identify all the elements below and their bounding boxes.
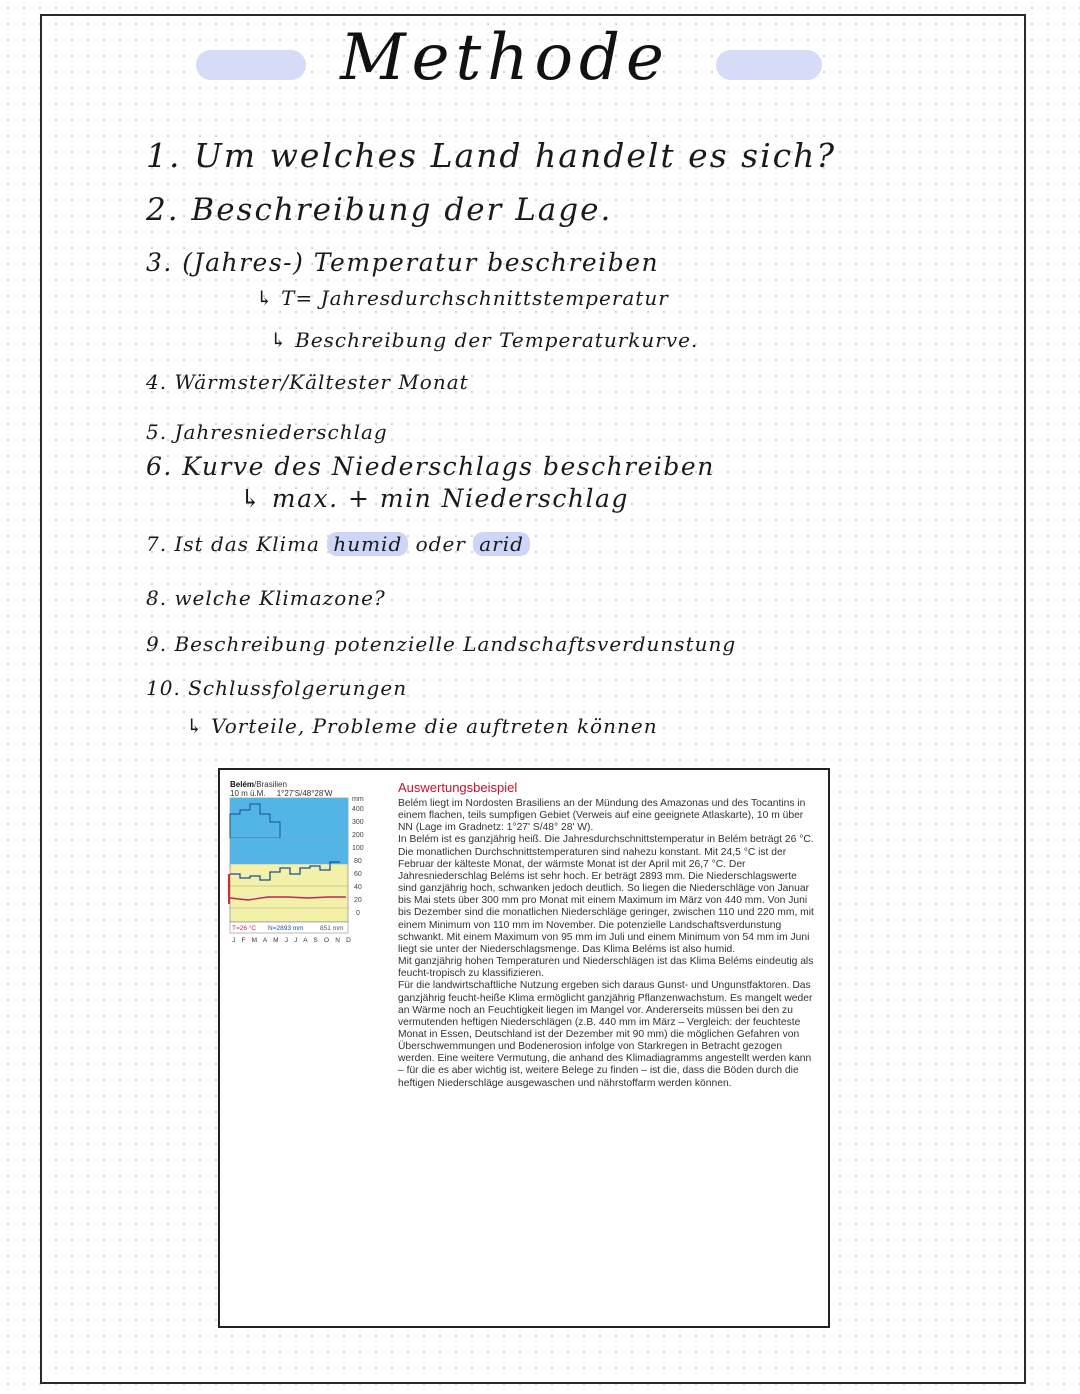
station-altitude: 10 m ü.M. bbox=[230, 789, 266, 798]
mm-tick: 20 bbox=[354, 897, 362, 904]
mm-tick: 0 bbox=[356, 910, 360, 917]
step-7 bbox=[146, 532, 530, 556]
summary-evaporation: 851 mm bbox=[320, 925, 344, 932]
mm-tick: 40 bbox=[354, 884, 362, 891]
evaluation-example bbox=[398, 780, 818, 1090]
step-9: 9. Beschreibung potenzielle Landschaftsverdunstung bbox=[146, 632, 737, 656]
step-5: 5. Jahresniederschlag bbox=[146, 420, 388, 444]
step-3-sub-2: ↳ Beschreibung der Temperaturkurve. bbox=[270, 328, 699, 352]
article-paragraph: Für die landwirtschaftliche Nutzung ergeben sich daraus Gunst- und Ungunstfaktoren. Das ganzjährig feucht-heiße Klima ermöglicht ganzjährig Pflanzenwachstum. Es mangelt weder an Wärme noch an Feuchtigkeit liegen im Mangel vor. Andererseits müssen bei den zu vermutenden heftigen Niederschlägen (z.B. 440 mm im März – Vergleich: der feuchteste Monat in Essen, Deutschland ist der Dezember mit 90 mm) die möglichen Gefahren von Überschwemmungen und Bodenerosion infolge von Starkregen in Betracht gezogen werden. Eine weitere Vermutung, die anhand des Klimadiagramms angestellt werden kann – für die es aber wichtig ist, weitere Belege zu finden – ist die, dass die Böden durch die heftigen Niederschläge ausgewaschen und nährstoffarm werden können. bbox=[398, 980, 813, 1089]
step-8: 8. welche Klimazone? bbox=[146, 586, 386, 610]
article-paragraph: Mit ganzjährig hohen Temperaturen und Niederschlägen ist das Klima Beléms eindeutig als feucht-tropisch zu klassifizieren. bbox=[398, 956, 814, 980]
month-labels: J F M A M J J A S O N D bbox=[232, 937, 354, 944]
mm-unit: mm bbox=[352, 796, 364, 803]
mm-tick: 100 bbox=[352, 845, 364, 852]
summary-precipitation: N=2893 mm bbox=[268, 925, 304, 932]
summary-temperature: T=26 °C bbox=[232, 925, 257, 932]
humid-highlight: humid bbox=[327, 532, 408, 556]
climate-diagram bbox=[228, 796, 398, 966]
step-7-oder: oder bbox=[415, 532, 466, 556]
step-10: 10. Schlussfolgerungen bbox=[146, 676, 408, 700]
left-axis-marker bbox=[228, 874, 230, 904]
step-6: 6. Kurve des Niederschlags beschreiben bbox=[146, 452, 715, 481]
step-1: 1. Um welches Land handelt es sich? bbox=[146, 136, 837, 175]
step-6-sub: ↳ max. + min Niederschlag bbox=[240, 484, 629, 513]
mm-tick: 400 bbox=[352, 806, 364, 813]
article-paragraph: In Belém ist es ganzjährig heiß. Die Jahresdurchschnittstemperatur in Belém beträgt 26 °C. Die monatlichen Durchschnittstemperaturen sind nahezu konstant. Mit 24,5 °C ist der Februar der kälteste Monat, der wärmste Monat ist der April mit 26,7 °C. Der Jahresniederschlag Beléms ist sehr hoch. Er beträgt 2893 mm. Die Niederschlagswerte sind ganzjährig hoch, schwanken jedoch deutlich. So liegen die Niederschläge von Januar bis Mai stets über 300 mm pro Monat mit einem Maximum im März von 440 mm. Von Juni bis Dezember sind die monatlichen Niederschläge geringer, zwischen 110 und 220 mm, mit einem Minimum von 110 mm im November. Die potenzielle Landschaftsverdunstung schwankt. Mit einem Maximum von 95 mm im Juli und einem Minimum von 54 mm im Juni liegt sie unter der Niederschlagsmenge. Das Klima Beléms ist also humid. bbox=[398, 834, 814, 955]
step-4: 4. Wärmster/Kältester Monat bbox=[146, 370, 469, 394]
page-title: Methode bbox=[340, 21, 670, 95]
step-10-sub: ↳ Vorteile, Probleme die auftreten können bbox=[186, 714, 658, 738]
humid-lower-band bbox=[230, 838, 348, 864]
arid-highlight: arid bbox=[473, 532, 530, 556]
article-paragraph: Belém liegt im Nordosten Brasiliens an der Mündung des Amazonas und des Tocantins in einem flachen, teils sumpfigen Gebiet (Verweis auf eine geeignete Atlaskarte), 10 m über NN (Lage im Gradnetz: 1°27' S/48° 28' W). bbox=[398, 798, 806, 834]
station-country: /Brasilien bbox=[254, 780, 287, 789]
station-coords: 1°27'S/48°28'W bbox=[276, 789, 333, 798]
mm-tick: 80 bbox=[354, 858, 362, 865]
step-2: 2. Beschreibung der Lage. bbox=[146, 192, 613, 228]
mm-axis bbox=[352, 796, 364, 917]
mm-tick: 300 bbox=[352, 819, 364, 826]
mm-tick: 200 bbox=[352, 832, 364, 839]
scanned-textbook-excerpt bbox=[218, 768, 830, 1328]
step-3-sub-1: ↳ T= Jahresdurchschnittstemperatur bbox=[256, 286, 669, 310]
mm-tick: 60 bbox=[354, 871, 362, 878]
article-heading: Auswertungsbeispiel bbox=[398, 780, 518, 795]
step-3: 3. (Jahres-) Temperatur beschreiben bbox=[146, 248, 660, 277]
station-name: Belém bbox=[230, 780, 255, 789]
step-7-prefix: 7. Ist das Klima bbox=[146, 532, 320, 556]
